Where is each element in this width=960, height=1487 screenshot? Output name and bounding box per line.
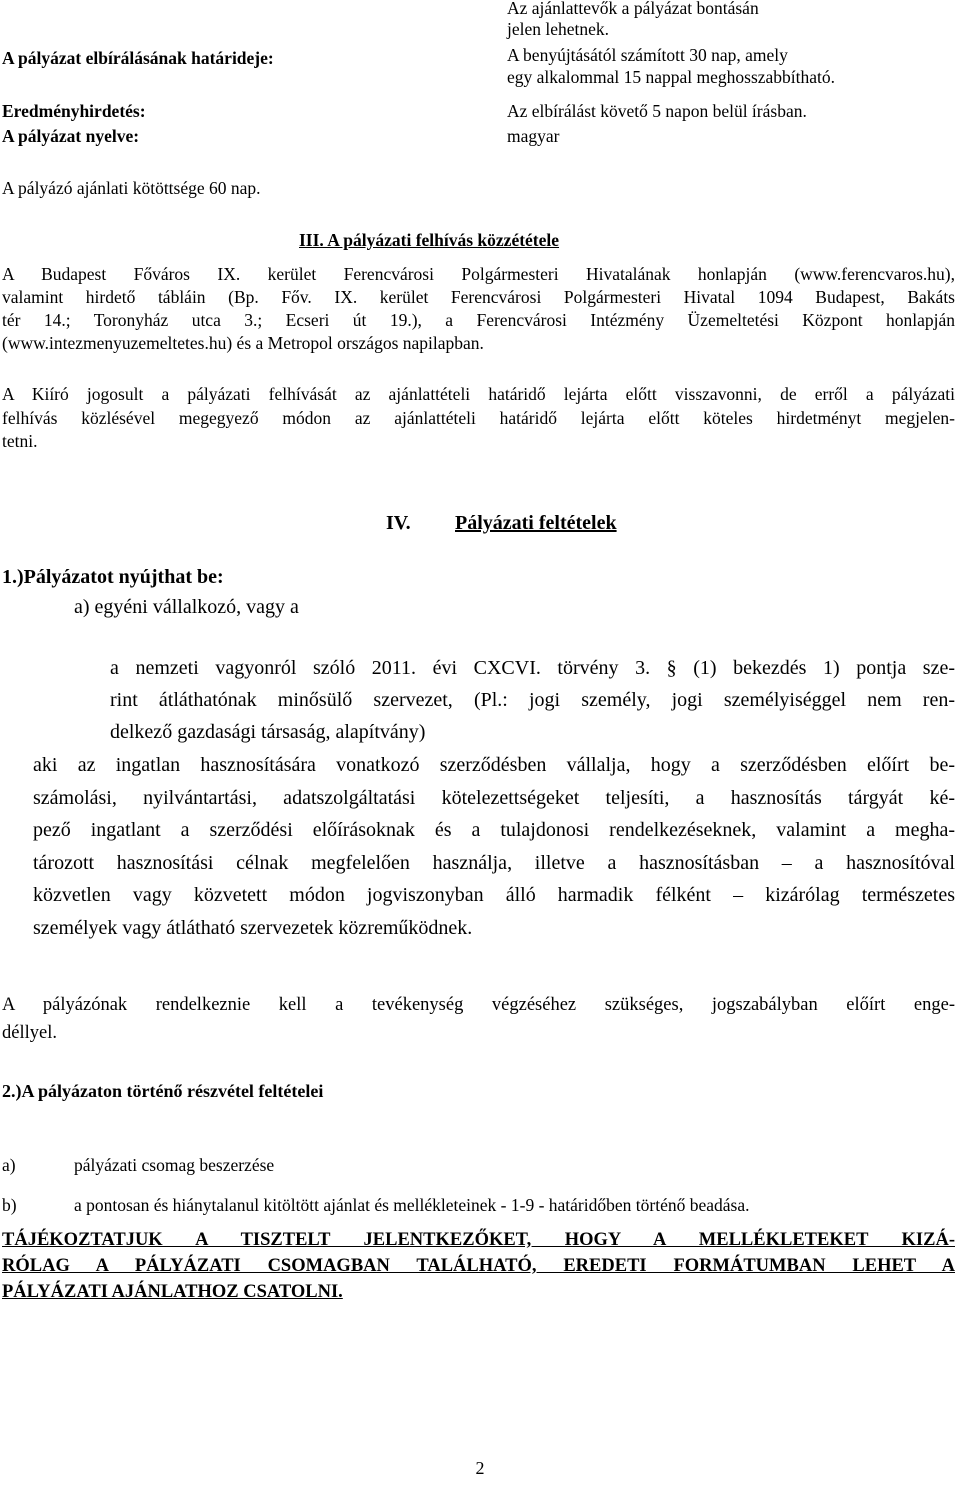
participation-item-b-marker: b): [2, 1195, 17, 1215]
organization-line-1: a nemzeti vagyonról szóló 2011. évi CXCVI. törvény 3. § (1) bekezdés 1) pontja sze-: [110, 657, 955, 679]
obligations-line-4: tározott hasznosítási célnak megfelelően használja, illetve a hasznosításban – a hasznosítóval: [33, 851, 955, 874]
publication-line-3: tér 14.; Toronyház utca 3.; Ecseri út 19.), a Ferencvárosi Intézmény Üzemeltetési Központ honlapján: [2, 310, 955, 330]
permit-paragraph: [2, 991, 955, 1047]
eligibility-heading: 1.)Pályázatot nyújthat be:: [2, 566, 224, 588]
participation-item-a-marker: a): [2, 1155, 16, 1175]
publication-line-2: valamint hirdető tábláin (Bp. Főv. IX. kerület Ferencvárosi Polgármesteri Hivatal 1094 Budapest, Bakáts: [2, 287, 955, 307]
notice-line-1: TÁJÉKOZTATJUK A TISZTELT JELENTKEZŐKET, HOGY A MELLÉKLETEKET KIZÁ-: [2, 1230, 955, 1250]
participation-heading: 2.)A pályázaton történő részvétel feltételei: [2, 1081, 324, 1101]
obligations-line-1: aki az ingatlan hasznosítására vonatkozó szerződésben vállalja, hogy a szerződésben előírt be-: [33, 754, 955, 776]
deadline-value-line1: A benyújtásától számított 30 nap, amely: [507, 45, 788, 65]
withdrawal-line-3: tetni.: [2, 431, 38, 451]
permit-line-2: déllyel.: [2, 1023, 57, 1043]
result-value: Az elbírálást követő 5 napon belül írásban.: [507, 101, 807, 121]
obligations-line-5: közvetlen vagy közvetett módon jogviszonyban álló harmadik félként – kizárólag természetes: [33, 884, 955, 907]
participation-item-a-text: pályázati csomag beszerzése: [74, 1155, 275, 1175]
withdrawal-line-1: A Kiíró jogosult a pályázati felhívását az ajánlattételi határidő lejárta előtt visszavonni, de erről a pályázati: [2, 384, 955, 404]
notice-line-3: PÁLYÁZATI AJÁNLATHOZ CSATOLNI.: [2, 1282, 343, 1302]
commitment-text: A pályázó ajánlati kötöttsége 60 nap.: [2, 178, 261, 198]
notice-line-2: RÓLAG A PÁLYÁZATI CSOMAGBAN TALÁLHATÓ, EREDETI FORMÁTUMBAN LEHET A: [2, 1256, 955, 1276]
permit-line-1: A pályázónak rendelkeznie kell a tevékenység végzéséhez szükséges, jogszabályban előírt enge-: [2, 995, 955, 1015]
result-label: Eredményhirdetés:: [2, 101, 146, 121]
language-value: magyar: [507, 126, 560, 146]
language-label: A pályázat nyelve:: [2, 126, 140, 146]
participation-item-b-text: a pontosan és hiánytalanul kitöltött ajánlat és mellékleteinek - 1-9 - határidőben történő beadása.: [74, 1195, 750, 1215]
section-4-number: IV.: [386, 512, 411, 534]
obligations-line-2: számolási, nyilvántartási, adatszolgáltatási kötelezettségeket teljesíti, a hasznosítás tárgyát ké-: [33, 786, 955, 809]
deadline-value-line2: egy alkalommal 15 nappal meghosszabbítható.: [507, 67, 836, 87]
opening-note-line2: jelen lehetnek.: [507, 19, 610, 39]
obligations-line-3: pező ingatlant a szerződési előírásoknak és a tulajdonosi rendelkezéseknek, valamint a megha-: [33, 819, 955, 842]
page-number: 2: [475, 1458, 485, 1478]
obligations-paragraph: [33, 749, 955, 945]
publication-line-4: (www.intezmenyuzemeltetes.hu) és a Metropol országos napilapban.: [2, 333, 484, 353]
attachment-notice: [2, 1227, 955, 1305]
ferencvaros-link[interactable]: www.ferencvaros.hu: [800, 264, 945, 284]
intezmenyuzemeltetes-link[interactable]: www.intezmenyuzemeltetes.hu: [7, 333, 227, 353]
organization-line-2: rint átláthatónak minősülő szervezet, (Pl.: jogi személy, jogi személyiséggel nem ren-: [110, 689, 955, 711]
withdrawal-paragraph: [2, 383, 955, 454]
section-4-title: Pályázati feltételek: [455, 512, 617, 534]
publication-line-1: A Budapest Főváros IX. kerület Ferencvárosi Polgármesteri Hivatalának honlapján (www.ferencvaros.hu),: [2, 264, 955, 284]
section-3-title: III. A pályázati felhívás közzététele: [299, 230, 560, 250]
opening-note-line1: Az ajánlattevők a pályázat bontásán: [507, 0, 759, 18]
eligibility-item-a: a) egyéni vállalkozó, vagy a: [74, 596, 299, 618]
publication-paragraph: [2, 264, 955, 354]
organization-line-3: delkező gazdasági társaság, alapítvány): [110, 721, 426, 743]
deadline-label: A pályázat elbírálásának határideje:: [2, 48, 274, 68]
withdrawal-line-2: felhívás közlésével megegyező módon az ajánlattételi határidő lejárta előtt köteles hirdetményt megjelen-: [2, 407, 955, 428]
obligations-line-6: személyek vagy átlátható szervezetek közreműködnek.: [33, 916, 473, 939]
organization-paragraph: [110, 652, 955, 748]
